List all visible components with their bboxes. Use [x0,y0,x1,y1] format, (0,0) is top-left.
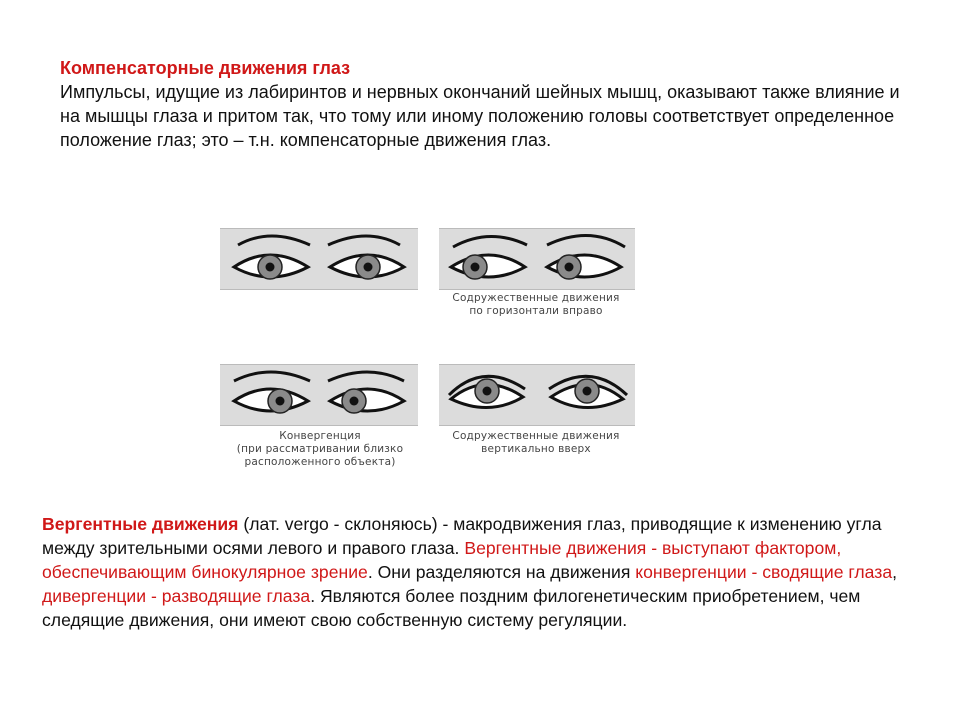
right-eye-icon [547,235,625,279]
intro-text: Импульсы, идущие из лабиринтов и нервных окончаний шейных мышц, оказывают также влияние и на мышцы глаза и притом так, что тому или иному положению головы соответствует определенное положение глаз; это – т.н. компенсаторные движения глаз. [60,82,900,150]
vergence-highlight-divergence: дивергенции - разводящие глаза [42,586,311,606]
eye-movements-figure [215,222,645,482]
eyes-up-drawing [439,365,635,425]
left-eye-icon [449,376,525,407]
left-eye-icon [451,236,527,279]
eyes-convergence-drawing [220,365,418,425]
vergence-text-4: . Являются более поздним филогенетическим приобретением, чем следящие движения, они имеют свою собственную систему регуляции. [42,586,861,630]
caption-vertical-up: Содружественные движения вертикально вверх [452,430,620,455]
eyes-neutral-drawing [220,229,418,289]
eyes-vertical-up-panel [439,364,635,426]
eyes-right-drawing [439,229,635,289]
caption-convergence: Конвергенция (при рассматривании близко расположенного объекта) [236,430,404,468]
vergence-text-1: (лат. vergo - склоняюсь) - макродвижения глаз, приводящие к изменению угла между зрительными осями левого и правого глаза. [42,514,882,558]
intro-block [60,56,920,152]
vergence-highlight-binocular: Вергентные движения - выступают фактором, обеспечивающим бинокулярное зрение [42,538,842,582]
eyes-neutral-panel [220,228,418,290]
left-eye-icon [234,236,310,279]
eyes-horizontal-right-panel [439,228,635,290]
vergence-term: Вергентные движения [42,514,239,534]
intro-title: Компенсаторные движения глаз [60,58,351,78]
caption-horizontal-right: Содружественные движения по горизонтали вправо [452,292,620,317]
vergence-paragraph [42,512,922,632]
vergence-text-3: , [892,562,898,582]
eyes-convergence-panel [220,364,418,426]
left-eye-icon [234,372,310,413]
vergence-text-2: . Они разделяются на движения [367,562,636,582]
right-eye-icon [328,236,404,279]
vergence-highlight-convergence: конвергенции - сводящие глаза [635,562,893,582]
right-eye-icon [328,372,404,413]
right-eye-icon [549,376,627,407]
